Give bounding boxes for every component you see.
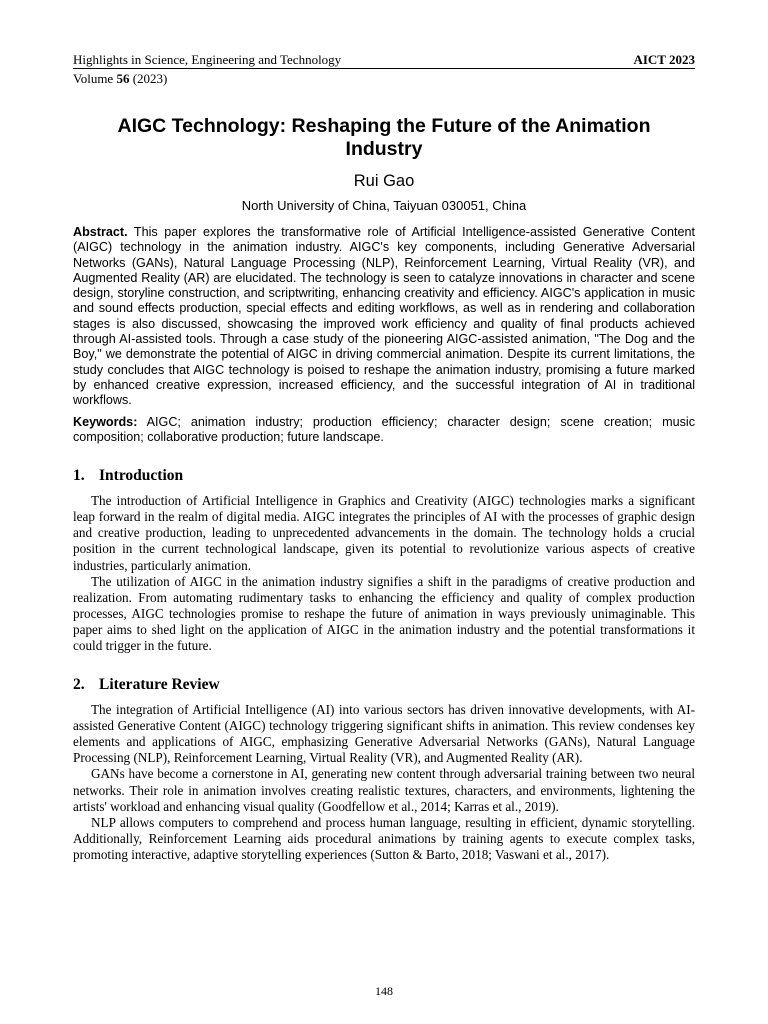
keywords <box>73 415 695 446</box>
volume-year: (2023) <box>132 71 168 86</box>
paragraph: The introduction of Artificial Intelligence in Graphics and Creativity (AIGC) technologies marks a significant leap forward in the realm of digital media. AIGC integrates the principles of AI with the processes of graphic design and creative production, leading to unprecedented advancements in the domain. The technology holds a crucial position in the current technological landscape, given its potential to revolutionize various aspects of creative industries, particularly animation. <box>73 493 695 573</box>
section-number: 1. <box>73 467 85 485</box>
paragraph: NLP allows computers to comprehend and process human language, resulting in efficient, dynamic storytelling. Additionally, Reinforcement Learning aids procedural animations by training agents to execute complex tasks, promoting interactive, adaptive storytelling experiences (Sutton & Barto, 2018; Vaswani et al., 2017). <box>73 814 695 862</box>
paragraph: The utilization of AIGC in the animation industry signifies a shift in the paradigms of creative production and realization. From automating rudimentary tasks to enhancing the efficiency and quality of complex production processes, AIGC technologies promise to reshape the future of animation in ways previously unimaginable. This paper aims to shed light on the application of AIGC in the animation industry and the potential transformations it could trigger in the future. <box>73 573 695 653</box>
paragraph: The integration of Artificial Intelligence (AI) into various sectors has driven innovative developments, with AI-assisted Generative Content (AIGC) technology triggering significant shifts in animation. This review condenses key elements and applications of AIGC, emphasizing Generative Adversarial Networks (GANs), Natural Language Processing (NLP), Reinforcement Learning, Virtual Reality (VR), and Augmented Reality (AR). <box>73 702 695 766</box>
conference-name: AICT 2023 <box>633 52 695 67</box>
abstract <box>73 225 695 409</box>
paper-title: AIGC Technology: Reshaping the Future of the Animation Industry <box>117 115 651 160</box>
section-title: Literature Review <box>99 676 220 694</box>
abstract-text: This paper explores the transformative role of Artificial Intelligence-assisted Generative Content (AIGC) technology in the animation industry. AIGC's key components, including Generative Adversarial Networks (GANs), Natural Language Processing (NLP), Reinforcement Learning, Virtual Reality (VR), and Augmented Reality (AR) are elucidated. The technology is seen to catalyze innovations in character and scene design, storyline construction, and scriptwriting, enhancing creativity and efficiency. AIGC's application in music and sound effects production, special effects and editing workflows, as well as in rendering and collaboration stages is also discussed, showcasing the improved work efficiency and quality of final products achieved through AI-assisted tools. Through a case study of the pioneering AIGC-assisted animation, "The Dog and the Boy," we demonstrate the potential of AIGC in driving commercial animation. Despite its current limitations, the study concludes that AIGC technology is poised to reshape the animation industry, promising a future marked by enhanced creative expression, increased efficiency, and the successful integration of AI in traditional workflows. <box>73 225 695 408</box>
section-title: Introduction <box>99 467 184 485</box>
author-affiliation: North University of China, Taiyuan 030051, China <box>241 198 527 213</box>
running-header <box>73 52 695 69</box>
author-name: Rui Gao <box>353 172 415 190</box>
section-number: 2. <box>73 676 85 694</box>
section-heading-introduction <box>73 467 695 485</box>
journal-name: Highlights in Science, Engineering and Technology <box>73 52 342 67</box>
page-number: 148 <box>375 984 393 998</box>
section-heading-literature-review <box>73 676 695 694</box>
section-body-literature-review <box>73 702 695 863</box>
keywords-label: Keywords: <box>73 414 138 429</box>
paper-page <box>73 52 695 863</box>
keywords-text: AIGC; animation industry; production efficiency; character design; scene creation; music composition; collaborative production; future landscape. <box>73 414 695 444</box>
volume-label: Volume <box>73 71 114 86</box>
volume-line <box>73 71 695 87</box>
section-body-introduction <box>73 493 695 654</box>
volume-number: 56 <box>116 71 130 86</box>
paragraph: GANs have become a cornerstone in AI, generating new content through adversarial training between two neural networks. Their role in animation involves creating realistic textures, characters, and environments, lightening the artists' workload and enhancing visual quality (Goodfellow et al., 2014; Karras et al., 2019). <box>73 766 695 814</box>
abstract-label: Abstract. <box>73 225 128 239</box>
